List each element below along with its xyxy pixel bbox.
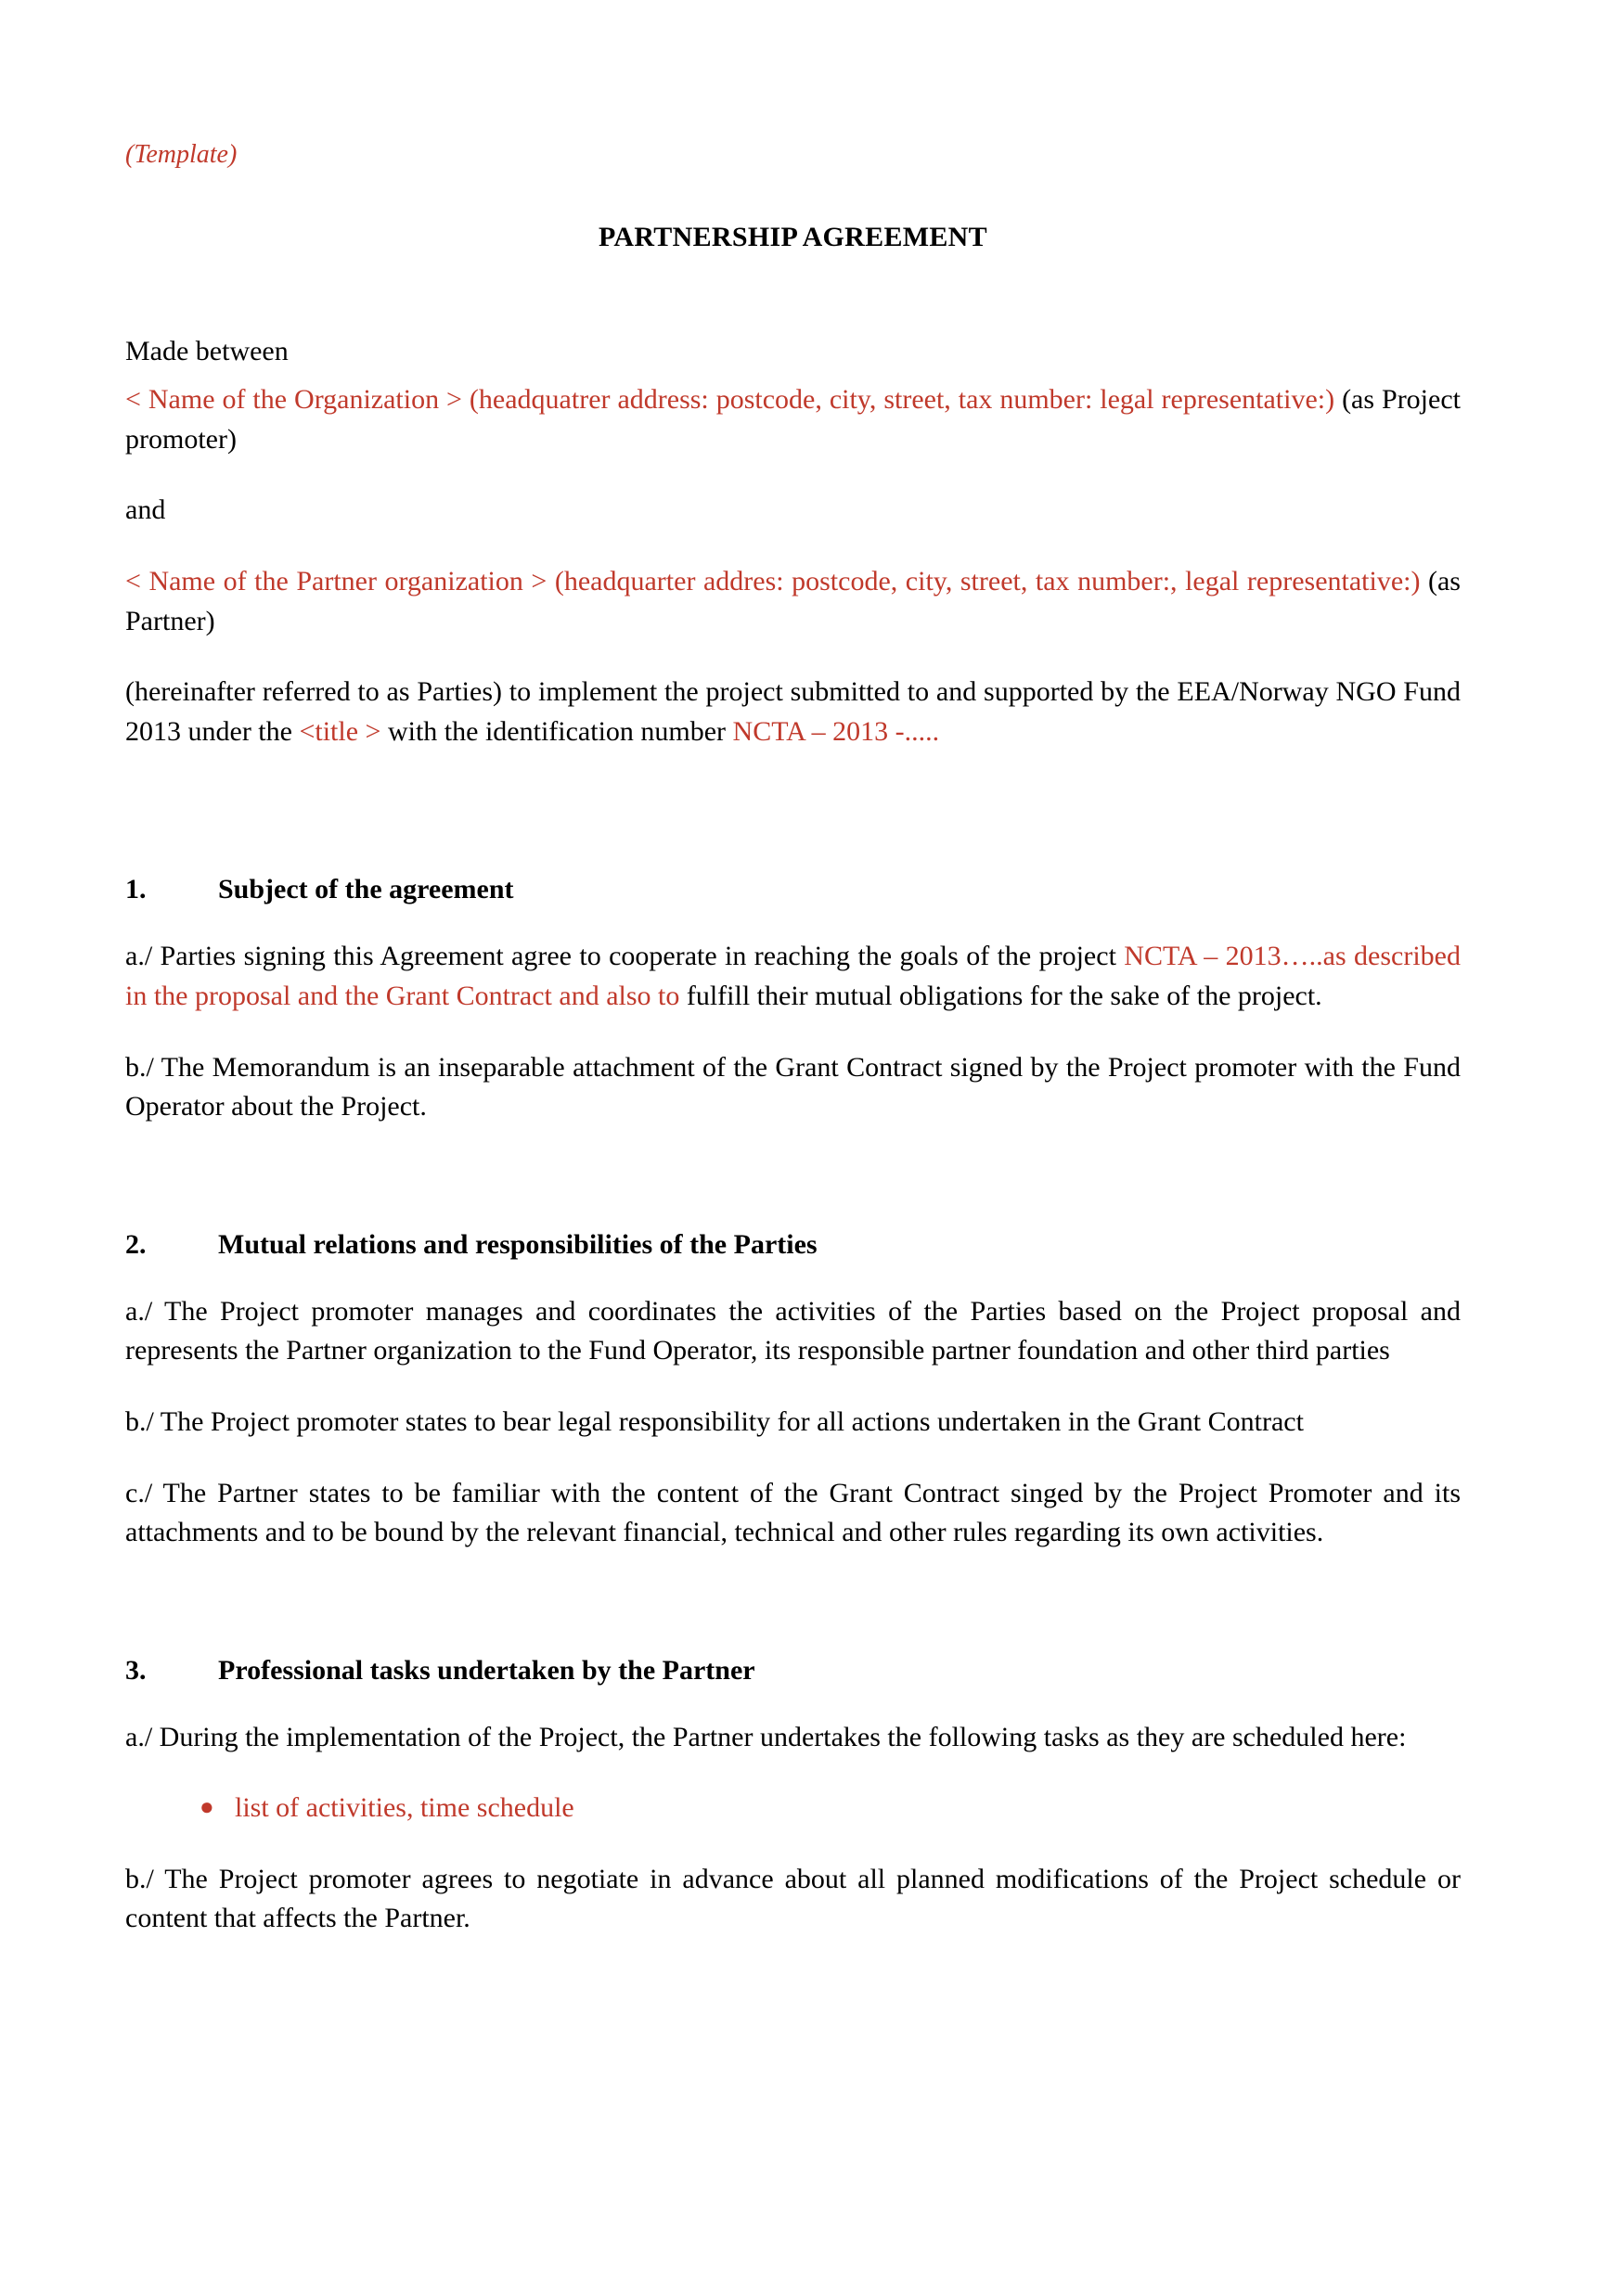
hereinafter-text-1: (hereinafter referred to as Parties) to implement the project submitted to and supported by the EEA/Norway NGO Fund 2013 under the	[125, 676, 1461, 747]
section-1-paragraph-a	[125, 937, 1461, 1016]
party-one-placeholder: < Name of the Organization > (headquatrer address: postcode, city, street, tax number: legal representative:)	[125, 384, 1335, 416]
section-2-paragraph-a: a./ The Project promoter manages and coordinates the activities of the Parties based on the Project proposal and represents the Partner organization to the Fund Operator, its responsible partner foundation and other third parties	[125, 1295, 1461, 1366]
section-2-paragraph-b: b./ The Project promoter states to bear legal responsibility for all actions undertaken in the Grant Contract	[125, 1405, 1304, 1437]
s1a-part-2: NCTA – 2013…..as described in the proposal and the Grant Contract and also to	[125, 941, 1462, 1011]
section-2-paragraph-c: c./ The Partner states to be familiar with the content of the Grant Contract singed by the Project Promoter and its attachments and to be bound by the relevant financial, technical and other rules regarding its own activities.	[125, 1477, 1461, 1548]
page-title: PARTNERSHIP AGREEMENT	[599, 221, 987, 252]
hereinafter-line	[125, 673, 1461, 751]
project-id-placeholder: NCTA – 2013 -.....	[732, 715, 940, 747]
bullet-dot-icon: ●	[200, 1792, 214, 1820]
list-item	[200, 1789, 1461, 1828]
template-marker: (Template)	[125, 140, 238, 169]
section-number-2: 2.	[125, 1228, 147, 1260]
s1a-part-3: fulfill their mutual obligations for the sake of the project.	[679, 980, 1322, 1011]
section-title-3: Professional tasks undertaken by the Partner	[218, 1654, 755, 1686]
party-two-placeholder: < Name of the Partner organization > (headquarter addres: postcode, city, street, tax number:, legal representative:)	[125, 565, 1421, 596]
section-1-paragraph-b: b./ The Memorandum is an inseparable attachment of the Grant Contract signed by the Project promoter with the Fund Operator about the Project.	[125, 1051, 1461, 1122]
section-number-3: 3.	[125, 1654, 147, 1686]
hereinafter-text-2: with the identification number	[380, 715, 733, 747]
section-heading-1	[125, 874, 1461, 905]
s1a-part-1: a./ Parties signing this Agreement agree to cooperate in reaching the goals of the project	[125, 941, 1125, 972]
and-line: and	[125, 494, 166, 526]
section-3-paragraph-a: a./ During the implementation of the Project, the Partner undertakes the following tasks as they are scheduled here:	[125, 1721, 1407, 1752]
section-number-1: 1.	[125, 874, 147, 905]
section-title-2: Mutual relations and responsibilities of the Parties	[218, 1228, 818, 1260]
section-heading-2	[125, 1229, 1461, 1261]
party-one-role: (as Project promoter)	[125, 384, 1461, 455]
section-3-bullet-list	[125, 1789, 1461, 1828]
section-heading-3	[125, 1655, 1461, 1687]
party-two-role: (as Partner)	[125, 565, 1461, 636]
section-title-1: Subject of the agreement	[218, 874, 514, 905]
made-between-line: Made between	[125, 335, 289, 366]
party-one-line	[125, 380, 1461, 459]
bullet-text: list of activities, time schedule	[235, 1792, 574, 1824]
project-title-placeholder: <title >	[299, 715, 381, 747]
party-two-line	[125, 562, 1461, 641]
section-3-paragraph-b: b./ The Project promoter agrees to negotiate in advance about all planned modifications of the Project schedule or content that affects the Partner.	[125, 1863, 1461, 1934]
